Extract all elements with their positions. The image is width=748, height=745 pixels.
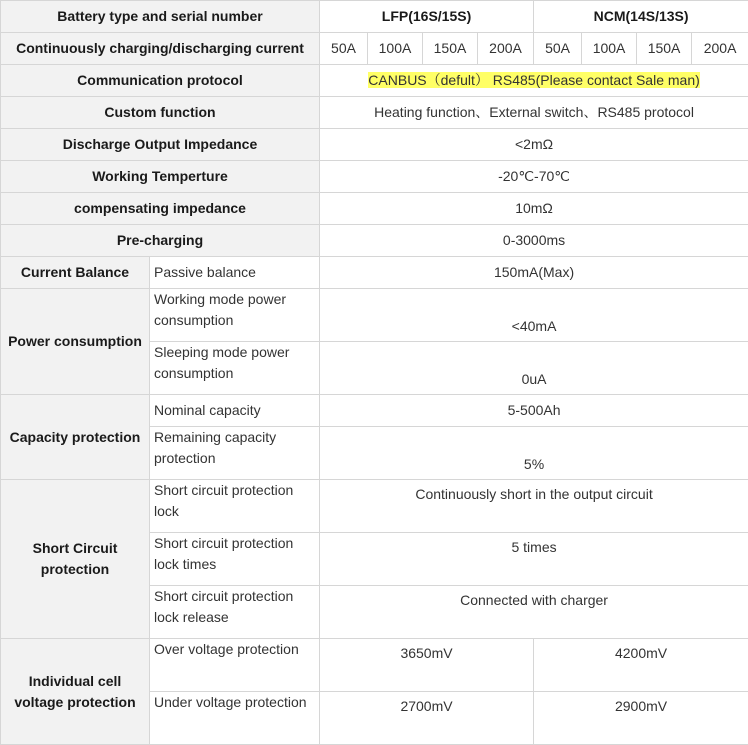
current-row (1, 33, 748, 65)
voltage-under-sub: Under voltage protection (150, 692, 320, 745)
capacity-nominal-row (1, 395, 748, 427)
current-value: 50A (320, 33, 368, 65)
short-times-sub: Short circuit protection lock times (150, 533, 320, 586)
current-value: 200A (478, 33, 534, 65)
header-row (1, 1, 748, 33)
precharge-label: Pre-charging (1, 225, 320, 257)
precharge-row (1, 225, 748, 257)
power-sleep-value: 0uA (320, 342, 748, 395)
current-value: 200A (692, 33, 748, 65)
compensating-value: 10mΩ (320, 193, 748, 225)
protocol-value-cell (320, 65, 748, 97)
precharge-value: 0-3000ms (320, 225, 748, 257)
short-label: Short Circuit protection (1, 480, 150, 639)
temperature-value: -20℃-70℃ (320, 161, 748, 193)
voltage-under-ncm: 2900mV (534, 692, 748, 745)
short-lock-value: Continuously short in the output circuit (320, 480, 748, 533)
capacity-nominal-value: 5-500Ah (320, 395, 748, 427)
current-value: 100A (368, 33, 423, 65)
compensating-label: compensating impedance (1, 193, 320, 225)
short-release-sub: Short circuit protection lock release (150, 586, 320, 639)
voltage-under-lfp: 2700mV (320, 692, 534, 745)
power-label: Power consumption (1, 289, 150, 395)
balance-row (1, 257, 748, 289)
custom-row (1, 97, 748, 129)
protocol-label: Communication protocol (1, 65, 320, 97)
current-value: 150A (637, 33, 692, 65)
capacity-remaining-sub: Remaining capacity protection (150, 427, 320, 480)
current-label: Continuously charging/discharging current (1, 33, 320, 65)
short-lock-sub: Short circuit protection lock (150, 480, 320, 533)
voltage-over-ncm: 4200mV (534, 639, 748, 692)
short-release-value: Connected with charger (320, 586, 748, 639)
balance-value: 150mA(Max) (320, 257, 748, 289)
short-times-value: 5 times (320, 533, 748, 586)
header-title: Battery type and serial number (1, 1, 320, 33)
protocol-row (1, 65, 748, 97)
voltage-over-row (1, 639, 748, 692)
impedance-row (1, 129, 748, 161)
compensating-row (1, 193, 748, 225)
power-working-sub: Working mode power consumption (150, 289, 320, 342)
balance-sub: Passive balance (150, 257, 320, 289)
power-working-value: <40mA (320, 289, 748, 342)
balance-label: Current Balance (1, 257, 150, 289)
protocol-value: CANBUS（defult） RS485(Please contact Sale man) (368, 72, 700, 88)
capacity-nominal-sub: Nominal capacity (150, 395, 320, 427)
custom-value: Heating function、External switch、RS485 protocol (320, 97, 748, 129)
temperature-label: Working Temperture (1, 161, 320, 193)
voltage-label: Individual cell voltage protection (1, 639, 150, 745)
impedance-value: <2mΩ (320, 129, 748, 161)
impedance-label: Discharge Output Impedance (1, 129, 320, 161)
custom-label: Custom function (1, 97, 320, 129)
short-lock-row (1, 480, 748, 533)
header-ncm: NCM(14S/13S) (534, 1, 748, 33)
current-value: 150A (423, 33, 478, 65)
power-sleep-sub: Sleeping mode power consumption (150, 342, 320, 395)
capacity-remaining-value: 5% (320, 427, 748, 480)
header-lfp: LFP(16S/15S) (320, 1, 534, 33)
voltage-over-lfp: 3650mV (320, 639, 534, 692)
current-value: 100A (582, 33, 637, 65)
voltage-over-sub: Over voltage protection (150, 639, 320, 692)
capacity-label: Capacity protection (1, 395, 150, 480)
power-working-row (1, 289, 748, 342)
temperature-row (1, 161, 748, 193)
current-value: 50A (534, 33, 582, 65)
